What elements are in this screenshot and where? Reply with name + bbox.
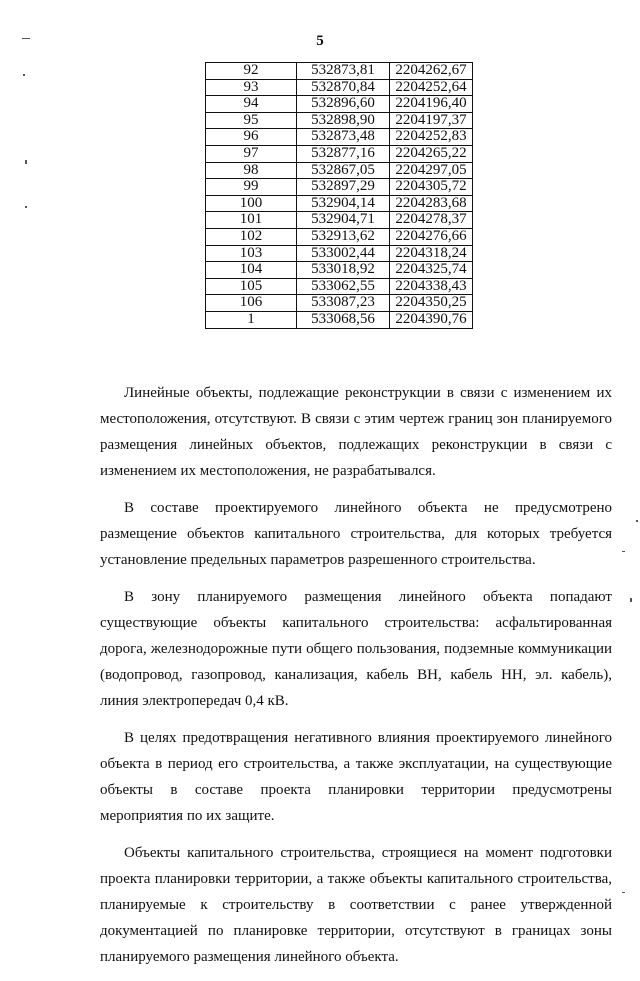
point-number-cell: 96 [206, 129, 297, 146]
y-coordinate-cell: 2204297,05 [390, 162, 473, 179]
table-row [206, 195, 473, 212]
y-coordinate-cell: 2204283,68 [390, 195, 473, 212]
y-coordinate-cell: 2204252,83 [390, 129, 473, 146]
paragraph: Объекты капитального строительства, строящиеся на момент подготовки проекта планировки территории, а также объекты капитального строительства, планируемые к строительству в соответствии с ранее утвержденной документацией по планировке территории, отсутствуют в границах зоны планируемого размещения линейного объекта. [100, 845, 612, 965]
table-row [206, 96, 473, 113]
y-coordinate-cell: 2204197,37 [390, 112, 473, 129]
y-coordinate-cell: 2204278,37 [390, 212, 473, 229]
point-number-cell: 98 [206, 162, 297, 179]
point-number-cell: 105 [206, 278, 297, 295]
table-row [206, 145, 473, 162]
scan-mark [25, 206, 27, 208]
y-coordinate-cell: 2204318,24 [390, 245, 473, 262]
table-row [206, 212, 473, 229]
x-coordinate-cell: 533018,92 [297, 262, 390, 279]
table-row [206, 262, 473, 279]
coordinates-table [205, 62, 473, 329]
page-number: 5 [316, 33, 324, 49]
paragraph: В целях предотвращения негативного влияния проектируемого линейного объекта в период его строительства, а также эксплуатации, на существующие объекты в составе проекта планировки территории предусмотрены мероприятия по их защите. [100, 730, 612, 824]
point-number-cell: 95 [206, 112, 297, 129]
point-number-cell: 93 [206, 79, 297, 96]
paragraph: Линейные объекты, подлежащие реконструкции в связи с изменением их местоположения, отсутствуют. В связи с этим чертеж границ зон планируемого размещения линейных объектов, подлежащих реконструкции в связи с изменением их местоположения, не разрабатывался. [100, 385, 612, 479]
point-number-cell: 100 [206, 195, 297, 212]
y-coordinate-cell: 2204196,40 [390, 96, 473, 113]
table-row [206, 179, 473, 196]
table-row [206, 245, 473, 262]
table-row [206, 311, 473, 328]
point-number-cell: 104 [206, 262, 297, 279]
x-coordinate-cell: 532877,16 [297, 145, 390, 162]
y-coordinate-cell: 2204252,64 [390, 79, 473, 96]
y-coordinate-cell: 2204276,66 [390, 228, 473, 245]
y-coordinate-cell: 2204390,76 [390, 311, 473, 328]
x-coordinate-cell: 532896,60 [297, 96, 390, 113]
point-number-cell: 106 [206, 295, 297, 312]
document-body [100, 380, 612, 981]
point-number-cell: 97 [206, 145, 297, 162]
table-row [206, 129, 473, 146]
x-coordinate-cell: 532913,62 [297, 228, 390, 245]
paragraph: В зону планируемого размещения линейного объекта попадают существующие объекты капитального строительства: асфальтированная дорога, железнодорожные пути общего пользования, подземные коммуникации (водопровод, газопровод, канализация, кабель ВН, кабель НН, эл. кабель), линия электропередач 0,4 кВ. [100, 589, 612, 709]
table-row [206, 295, 473, 312]
scan-mark [622, 551, 625, 552]
x-coordinate-cell: 532873,48 [297, 129, 390, 146]
table-row [206, 162, 473, 179]
point-number-cell: 103 [206, 245, 297, 262]
x-coordinate-cell: 532867,05 [297, 162, 390, 179]
x-coordinate-cell: 532870,84 [297, 79, 390, 96]
scan-mark [622, 892, 625, 893]
point-number-cell: 101 [206, 212, 297, 229]
y-coordinate-cell: 2204325,74 [390, 262, 473, 279]
table-row [206, 63, 473, 80]
scan-mark [636, 520, 638, 522]
y-coordinate-cell: 2204262,67 [390, 63, 473, 80]
paragraph: В составе проектируемого линейного объекта не предусмотрено размещение объектов капитального строительства, для которых требуется установление предельных параметров разрешенного строительства. [100, 500, 612, 568]
table-row [206, 112, 473, 129]
x-coordinate-cell: 532898,90 [297, 112, 390, 129]
x-coordinate-cell: 532897,29 [297, 179, 390, 196]
y-coordinate-cell: 2204338,43 [390, 278, 473, 295]
table-row [206, 79, 473, 96]
point-number-cell: 1 [206, 311, 297, 328]
scan-mark [25, 160, 27, 164]
x-coordinate-cell: 533068,56 [297, 311, 390, 328]
x-coordinate-cell: 532904,14 [297, 195, 390, 212]
x-coordinate-cell: 532904,71 [297, 212, 390, 229]
table-row [206, 278, 473, 295]
x-coordinate-cell: 533062,55 [297, 278, 390, 295]
scan-mark [630, 598, 632, 602]
y-coordinate-cell: 2204305,72 [390, 179, 473, 196]
table-row [206, 228, 473, 245]
point-number-cell: 102 [206, 228, 297, 245]
y-coordinate-cell: 2204350,25 [390, 295, 473, 312]
x-coordinate-cell: 533087,23 [297, 295, 390, 312]
scan-mark [23, 74, 25, 76]
point-number-cell: 99 [206, 179, 297, 196]
x-coordinate-cell: 533002,44 [297, 245, 390, 262]
x-coordinate-cell: 532873,81 [297, 63, 390, 80]
point-number-cell: 92 [206, 63, 297, 80]
y-coordinate-cell: 2204265,22 [390, 145, 473, 162]
point-number-cell: 94 [206, 96, 297, 113]
